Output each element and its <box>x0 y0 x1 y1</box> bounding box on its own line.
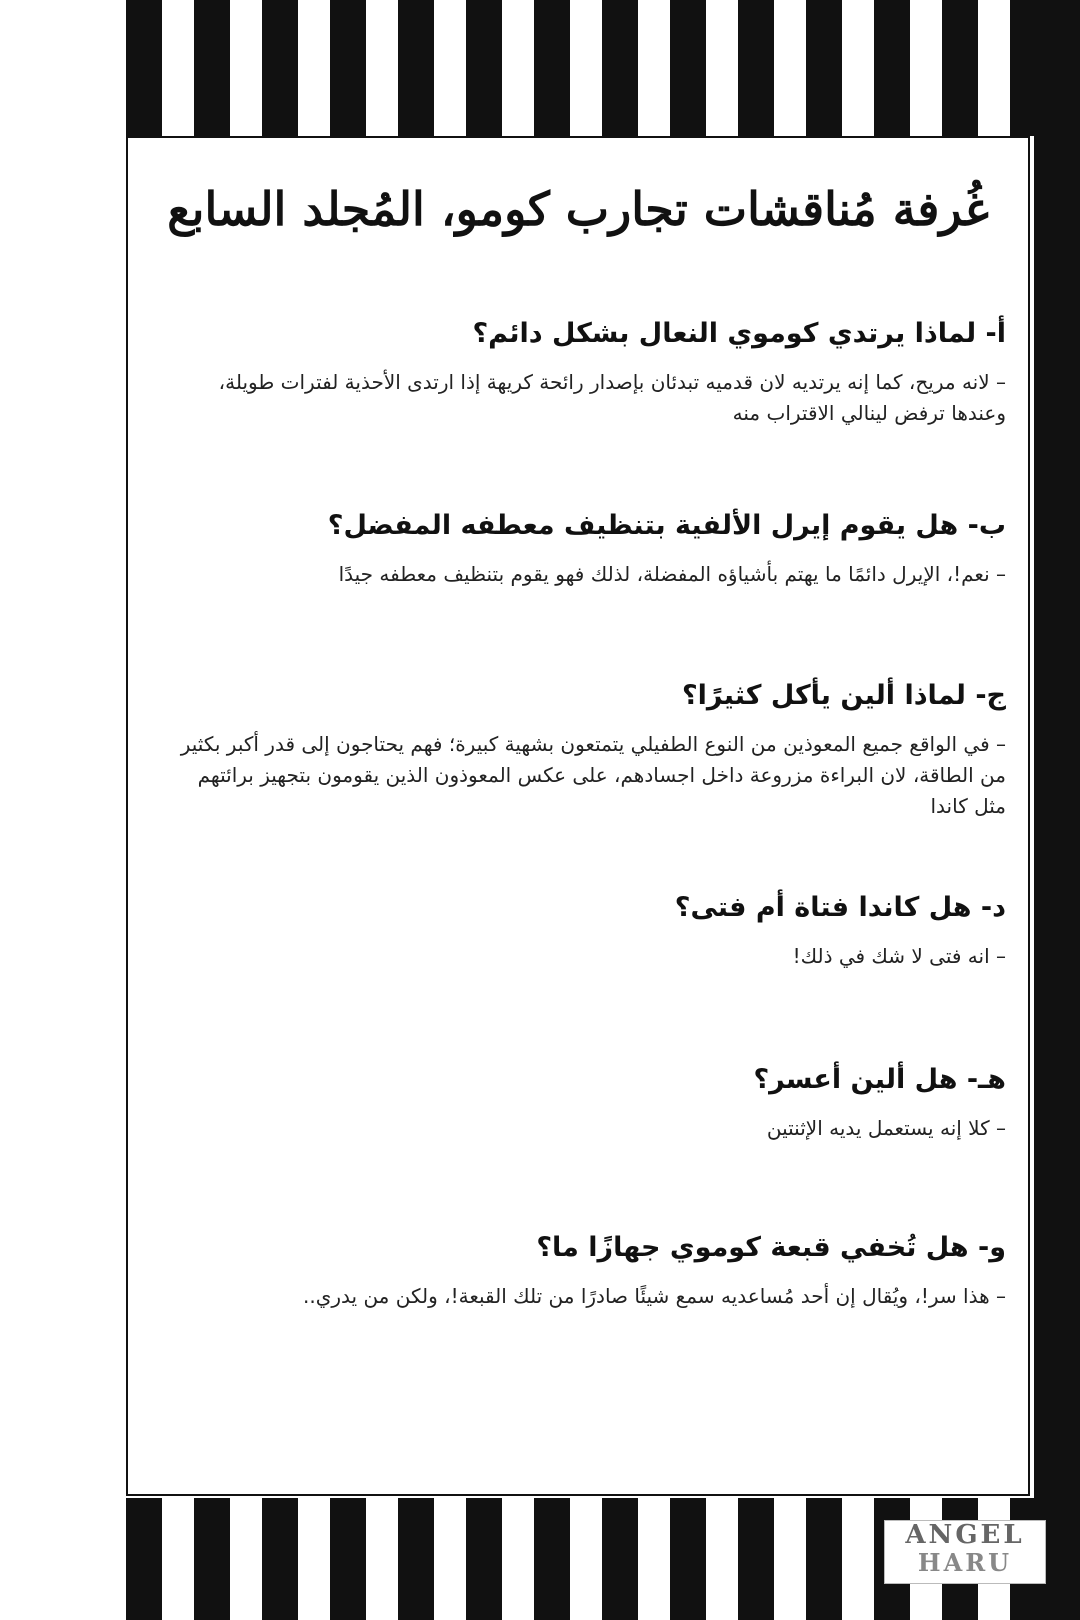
answer-1: – لانه مريح، كما إنه يرتديه لان قدميه تبدئان بإصدار رائحة كريهة إذا ارتدى الأحذية لفترات طويلة، وعندها ترفض لينالي الاقتراب منه <box>218 370 1006 426</box>
qa-item-1 <box>166 316 1006 429</box>
answer-6: – هذا سر!، ويُقال إن أحد مُساعديه سمع شيئًا صادرًا من تلك القبعة!، ولكن من يدري.. <box>303 1284 1006 1309</box>
answer-2: – نعم!، الإيرل دائمًا ما يهتم بأشياؤه المفضلة، لذلك فهو يقوم بتنظيف معطفه جيدًا <box>338 562 1006 587</box>
qa-item-3 <box>166 678 1006 822</box>
page-title: غُرفة مُناقشات تجارب كومو، المُجلد السابع <box>167 182 989 236</box>
right-edge-bar <box>1034 0 1080 1620</box>
qa-item-6 <box>166 1230 1006 1312</box>
left-margin <box>0 0 8 1620</box>
watermark-line-1: ANGEL <box>905 1520 1025 1550</box>
qa-item-5 <box>166 1062 1006 1144</box>
question-3: ج- لماذا ألين يأكل كثيرًا؟ <box>682 680 1006 711</box>
question-4: د- هل كاندا فتاة أم فتى؟ <box>674 892 1006 923</box>
question-6: و- هل تُخفي قبعة كوموي جهازًا ما؟ <box>536 1232 1006 1263</box>
question-2: ب- هل يقوم إيرل الألفية بتنظيف معطفه المفضل؟ <box>327 510 1006 541</box>
content-panel <box>126 136 1030 1496</box>
top-stripe-border <box>126 0 1034 136</box>
qa-item-2 <box>166 508 1006 590</box>
answer-4: – انه فتى لا شك في ذلك! <box>792 944 1006 969</box>
watermark-line-2: HARU <box>917 1548 1013 1577</box>
angel-haru-watermark <box>884 1520 1046 1584</box>
answer-3: – في الواقع جميع المعوذين من النوع الطفيلي يتمتعون بشهية كبيرة؛ فهم يحتاجون إلى قدر أكبر بكثير من الطاقة، لان البراءة مزروعة داخل اجسادهم، على عكس المعوذون الذين يقومون بتجهيز برائتهم مثل كاندا <box>180 732 1006 819</box>
qa-item-4 <box>166 890 1006 972</box>
answer-5: – كلا إنه يستعمل يديه الإثنتين <box>766 1116 1006 1141</box>
question-5: هـ- هل ألين أعسر؟ <box>753 1064 1006 1095</box>
question-1: أ- لماذا يرتدي كوموي النعال بشكل دائم؟ <box>472 318 1006 349</box>
